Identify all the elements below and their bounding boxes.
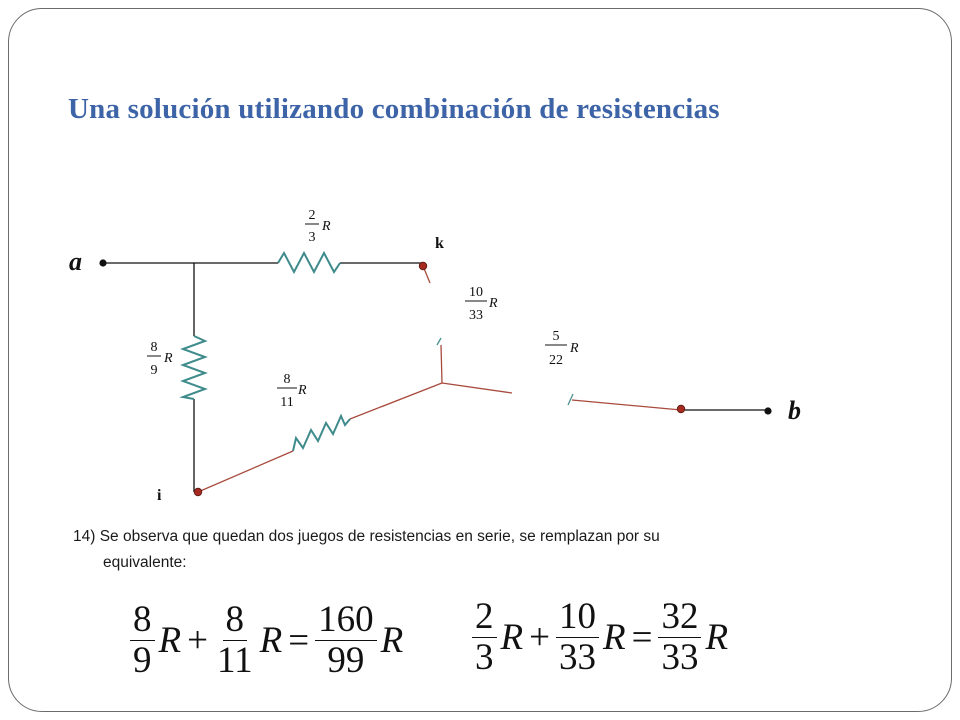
- resistor-top-value: [305, 208, 331, 245]
- resistor-right-value: [545, 329, 579, 368]
- eq1-var-2: R: [259, 620, 283, 661]
- eq2-var-3: R: [705, 617, 729, 658]
- equation-right: [470, 597, 730, 678]
- resistor-right-den: 22: [549, 353, 563, 368]
- step-14-text: 14) Se observa que quedan dos juegos de resistencias en serie, se remplazan por su: [73, 528, 660, 545]
- eq2-f3-den: 33: [661, 637, 699, 678]
- eq2-f2-num: 10: [556, 597, 599, 638]
- node-k-label: k: [435, 235, 444, 252]
- resistor-right-num: 5: [552, 329, 560, 344]
- wire-right-b: [572, 400, 681, 410]
- resistor-diag-num: 8: [283, 372, 291, 387]
- wire-center-right: [442, 383, 512, 393]
- eq1-var-1: R: [158, 620, 182, 661]
- eq2-f1-den: 3: [475, 637, 494, 678]
- eq1-f2-den: 11: [216, 640, 253, 681]
- eq1-fraction-2: [214, 600, 256, 681]
- resistor-left-zigzag: [183, 336, 205, 399]
- eq2-f1-num: 2: [472, 597, 497, 638]
- eq1-equals: =: [288, 620, 310, 661]
- eq2-f3-num: 32: [658, 597, 701, 638]
- node-k-dot: [419, 262, 427, 270]
- resistor-diag-den: 11: [280, 395, 294, 410]
- resistor-right-var: R: [570, 341, 579, 356]
- page-title: Una solución utilizando combinación de resistencias: [68, 93, 720, 125]
- resistor-top-den: 3: [308, 230, 316, 245]
- eq1-f1-den: 9: [133, 640, 152, 681]
- eq1-f2-num: 8: [223, 600, 248, 641]
- node-i-label: i: [157, 487, 162, 504]
- eq2-fraction-1: [472, 597, 497, 678]
- wire-center-up: [441, 345, 442, 383]
- eq1-plus: +: [187, 620, 208, 661]
- terminal-b-label: b: [788, 396, 801, 425]
- eq1-fraction-3: [315, 600, 377, 681]
- equation-left: [128, 600, 405, 681]
- resistor-left-value: [147, 340, 173, 378]
- eq1-f1-num: 8: [130, 600, 155, 641]
- node-b-inner-dot: [677, 405, 685, 413]
- eq2-var-2: R: [602, 617, 626, 658]
- resistor-kmid-value: [465, 285, 498, 323]
- wire-diag-center: [350, 383, 442, 419]
- resistor-left-num: 8: [150, 340, 158, 355]
- resistor-kmid-num: 10: [469, 285, 483, 300]
- resistor-kmid-var: R: [489, 296, 498, 311]
- resistor-diag-var: R: [298, 383, 307, 398]
- resistor-left-var: R: [164, 351, 173, 366]
- terminal-b-dot: [764, 407, 771, 414]
- eq1-f3-num: 160: [315, 600, 377, 641]
- resistor-diag-value: [277, 372, 307, 410]
- terminal-a-label: a: [69, 247, 82, 276]
- resistor-top-num: 2: [308, 208, 316, 223]
- resistor-top-var: R: [322, 219, 331, 234]
- resistor-kmid-den: 33: [469, 308, 483, 323]
- resistor-left-den: 9: [150, 363, 158, 378]
- eq2-var-1: R: [500, 617, 524, 658]
- terminal-a-dot: [99, 259, 106, 266]
- eq2-fraction-2: [556, 597, 599, 678]
- step-14-continuation: equivalente:: [103, 554, 187, 571]
- resistor-diag-zigzag: [293, 416, 350, 451]
- eq1-f3-den: 99: [327, 640, 365, 681]
- eq2-f2-den: 33: [558, 637, 596, 678]
- eq2-fraction-3: [658, 597, 701, 678]
- node-i-dot: [194, 488, 202, 496]
- eq1-var-3: R: [380, 620, 404, 661]
- eq2-plus: +: [529, 617, 550, 658]
- eq2-equals: =: [631, 617, 653, 658]
- resistor-top-zigzag: [278, 253, 340, 272]
- explanation-text: [73, 524, 813, 576]
- eq1-fraction-1: [130, 600, 155, 681]
- resistor-kmid-remnant: [437, 338, 441, 345]
- wire-i-diag: [198, 451, 293, 492]
